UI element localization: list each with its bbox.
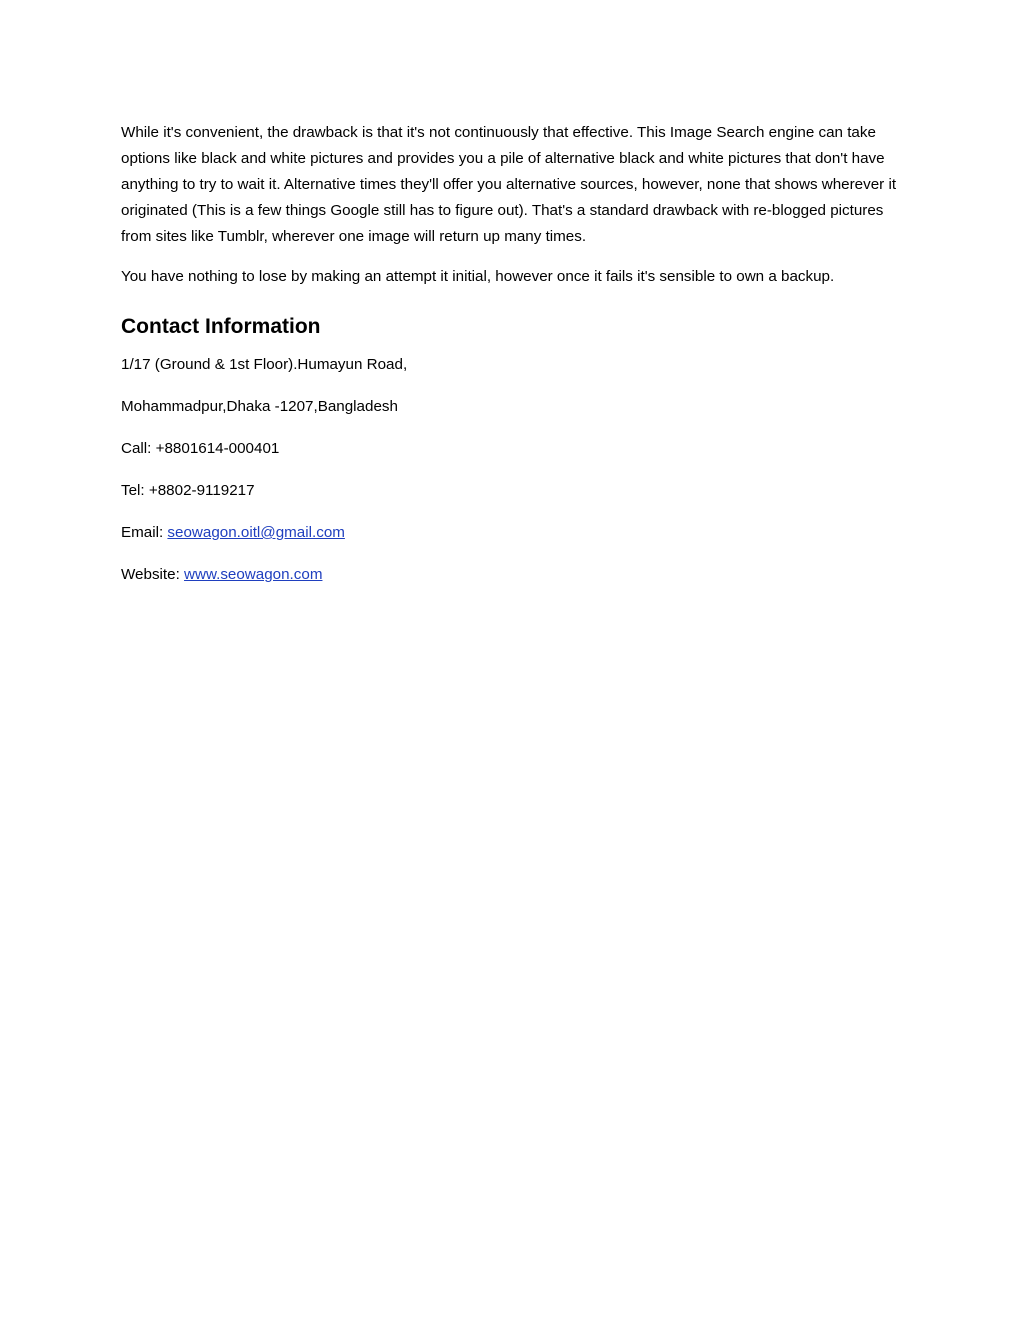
- body-paragraph-1: While it's convenient, the drawback is that it's not continuously that effective. This Image Search engine can take options like black and white pictures and provides you a pile of alternative black and white pictures that don't have anything to try to wait it. Alternative times they'll offer you alternative sources, however, none that shows wherever it originated (This is a few things Google still has to figure out). That's a standard drawback with re-blogged pictures from sites like Tumblr, wherever one image will return up many times.: [121, 124, 897, 245]
- email-label: Email:: [121, 524, 168, 541]
- call-line: [121, 436, 911, 462]
- call-number: +8801614-000401: [155, 440, 280, 457]
- website-link[interactable]: www.seowagon.com: [184, 566, 323, 583]
- email-link[interactable]: seowagon.oitl@gmail.com: [167, 524, 345, 541]
- email-line: [121, 520, 911, 546]
- tel-number: +8802-9119217: [148, 482, 255, 499]
- tel-label: Tel:: [121, 482, 149, 499]
- body-paragraph-2: You have nothing to lose by making an attempt it initial, however once it fails it's sensible to own a backup.: [121, 268, 835, 285]
- tel-line: [121, 478, 911, 504]
- contact-heading: Contact Information: [121, 315, 321, 338]
- call-label: Call:: [121, 440, 156, 457]
- address-line-2: Mohammadpur,Dhaka -1207,Bangladesh: [121, 398, 398, 415]
- page-content: [121, 120, 911, 604]
- address-line-1: 1/17 (Ground & 1st Floor).Humayun Road,: [121, 356, 408, 373]
- website-label: Website:: [121, 566, 185, 583]
- website-line: [121, 562, 911, 588]
